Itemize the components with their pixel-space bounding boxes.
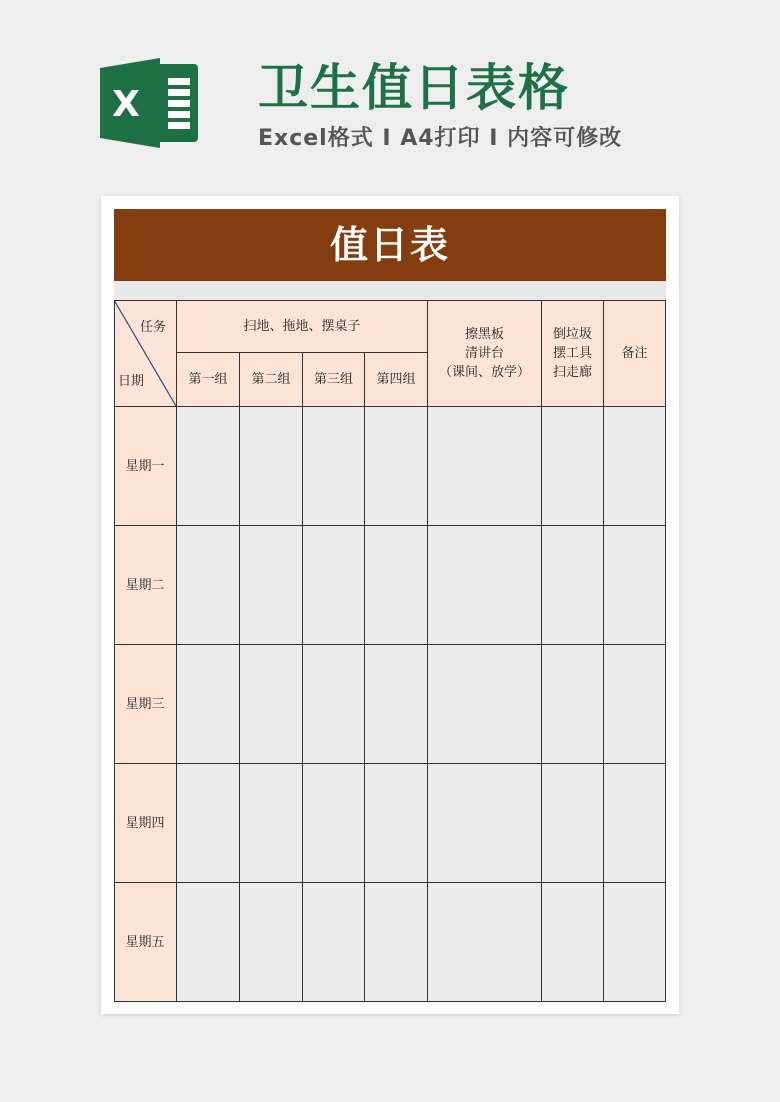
table-cell[interactable] bbox=[428, 764, 542, 883]
table-cell[interactable] bbox=[542, 883, 604, 1002]
day-label-2[interactable]: 星期二 bbox=[114, 526, 177, 645]
table-cell[interactable] bbox=[365, 407, 428, 526]
table-cell[interactable] bbox=[604, 764, 666, 883]
spacer-row bbox=[114, 281, 666, 300]
table-cell[interactable] bbox=[365, 764, 428, 883]
table-cell[interactable] bbox=[604, 645, 666, 764]
table-cell[interactable] bbox=[303, 407, 365, 526]
table-cell[interactable] bbox=[303, 764, 365, 883]
table-cell[interactable] bbox=[303, 645, 365, 764]
table-cell[interactable] bbox=[365, 645, 428, 764]
table-cell[interactable] bbox=[177, 526, 240, 645]
table-cell[interactable] bbox=[177, 645, 240, 764]
table-cell[interactable] bbox=[303, 526, 365, 645]
excel-logo-icon bbox=[100, 56, 200, 150]
table-cell[interactable] bbox=[542, 526, 604, 645]
corner-cell[interactable] bbox=[114, 300, 177, 407]
duty-table bbox=[114, 300, 666, 1002]
document-title: 卫生值日表格 bbox=[258, 59, 570, 117]
table-cell[interactable] bbox=[240, 764, 303, 883]
table-cell[interactable] bbox=[240, 883, 303, 1002]
table-cell[interactable] bbox=[240, 407, 303, 526]
header-trash[interactable]: 倒垃圾 摆工具 扫走廊 bbox=[542, 300, 604, 407]
table-cell[interactable] bbox=[428, 526, 542, 645]
corner-task-label: 任务 bbox=[140, 320, 167, 335]
table-cell[interactable] bbox=[240, 645, 303, 764]
table-cell[interactable] bbox=[542, 764, 604, 883]
table-cell[interactable] bbox=[177, 407, 240, 526]
table-cell[interactable] bbox=[177, 764, 240, 883]
table-cell[interactable] bbox=[428, 407, 542, 526]
table-cell[interactable] bbox=[428, 645, 542, 764]
day-label-4[interactable]: 星期四 bbox=[114, 764, 177, 883]
subgroup-header-4[interactable]: 第四组 bbox=[365, 353, 428, 407]
table-cell[interactable] bbox=[365, 883, 428, 1002]
svg-text:X: X bbox=[112, 84, 140, 125]
spreadsheet-page bbox=[101, 196, 679, 1014]
sheet-banner-title: 值日表 bbox=[114, 209, 666, 281]
header-blackboard[interactable]: 擦黑板 清讲台 （课间、放学） bbox=[428, 300, 542, 407]
table-cell[interactable] bbox=[542, 645, 604, 764]
table-cell[interactable] bbox=[604, 526, 666, 645]
table-cell[interactable] bbox=[240, 526, 303, 645]
table-cell[interactable] bbox=[542, 407, 604, 526]
subgroup-header-3[interactable]: 第三组 bbox=[303, 353, 365, 407]
table-cell[interactable] bbox=[177, 883, 240, 1002]
document-subtitle: Excel格式 I A4打印 I 内容可修改 bbox=[258, 126, 623, 151]
table-cell[interactable] bbox=[604, 883, 666, 1002]
group-header-sweeping[interactable]: 扫地、拖地、摆桌子 bbox=[177, 300, 428, 353]
table-cell[interactable] bbox=[303, 883, 365, 1002]
subgroup-header-2[interactable]: 第二组 bbox=[240, 353, 303, 407]
corner-date-label: 日期 bbox=[118, 374, 145, 389]
day-label-5[interactable]: 星期五 bbox=[114, 883, 177, 1002]
table-cell[interactable] bbox=[428, 883, 542, 1002]
header-notes[interactable]: 备注 bbox=[604, 300, 666, 407]
table-cell[interactable] bbox=[604, 407, 666, 526]
subgroup-header-1[interactable]: 第一组 bbox=[177, 353, 240, 407]
table-cell[interactable] bbox=[365, 526, 428, 645]
day-label-3[interactable]: 星期三 bbox=[114, 645, 177, 764]
day-label-1[interactable]: 星期一 bbox=[114, 407, 177, 526]
